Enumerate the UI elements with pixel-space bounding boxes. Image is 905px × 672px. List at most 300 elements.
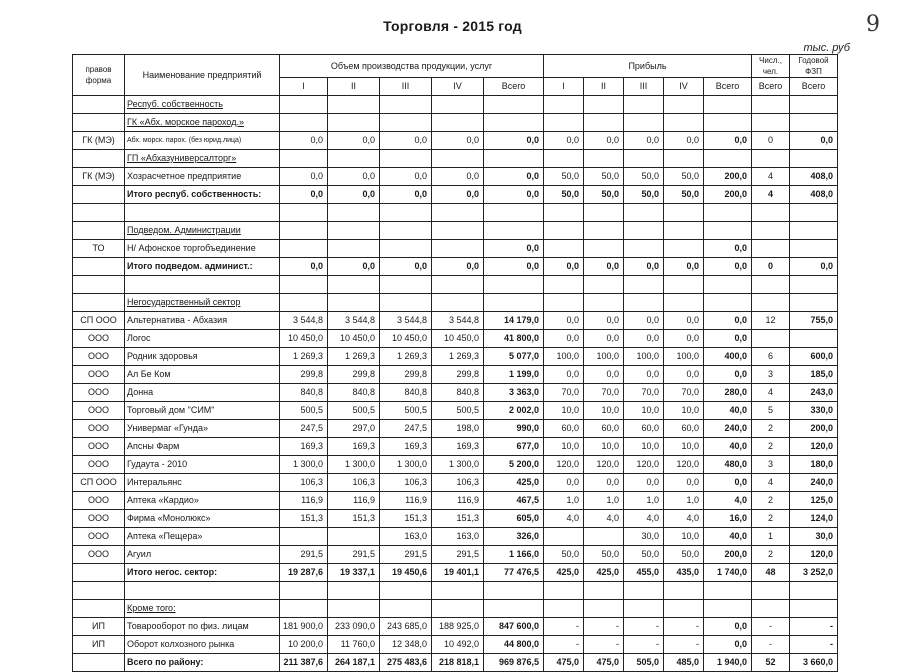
profit-cell: 100,0 [584, 348, 624, 366]
col-profit-q4: IV [664, 78, 704, 96]
table-row [73, 402, 838, 420]
table-row [73, 582, 838, 600]
fzp-cell: 0,0 [790, 132, 838, 150]
production-cell: 0,0 [328, 258, 380, 276]
profit-cell: 280,0 [704, 384, 752, 402]
fzp-cell [790, 582, 838, 600]
employees-cell [752, 222, 790, 240]
profit-cell: 0,0 [584, 366, 624, 384]
table-row [73, 420, 838, 438]
production-cell: 291,5 [432, 546, 484, 564]
legal-form-cell: ООО [73, 420, 125, 438]
production-cell: 10 450,0 [328, 330, 380, 348]
company-name-cell: Аптека «Пещера» [125, 528, 280, 546]
legal-form-cell [73, 564, 125, 582]
profit-cell: 50,0 [664, 546, 704, 564]
production-cell [280, 204, 328, 222]
legal-form-cell [73, 150, 125, 168]
company-name-cell: Гудаута - 2010 [125, 456, 280, 474]
table-row [73, 348, 838, 366]
production-cell [432, 114, 484, 132]
employees-cell: 2 [752, 420, 790, 438]
profit-cell [544, 240, 584, 258]
profit-cell: 0,0 [624, 474, 664, 492]
profit-cell: 50,0 [664, 168, 704, 186]
production-cell: 116,9 [380, 492, 432, 510]
production-cell: 188 925,0 [432, 618, 484, 636]
profit-cell: 0,0 [624, 258, 664, 276]
production-cell: 181 900,0 [280, 618, 328, 636]
profit-cell: - [544, 636, 584, 654]
profit-cell [664, 204, 704, 222]
company-name-cell: ГП «Абхазуниверсалторг» [125, 150, 280, 168]
legal-form-cell [73, 600, 125, 618]
profit-cell: 4,0 [544, 510, 584, 528]
legal-form-cell: ООО [73, 528, 125, 546]
legal-form-cell: ГК (МЭ) [73, 168, 125, 186]
production-cell: 169,3 [432, 438, 484, 456]
col-profit-q3: III [624, 78, 664, 96]
fzp-cell [790, 150, 838, 168]
legal-form-cell [73, 204, 125, 222]
profit-cell: 10,0 [544, 438, 584, 456]
trade-table [72, 54, 838, 672]
production-cell: 291,5 [380, 546, 432, 564]
col-profit-q1: I [544, 78, 584, 96]
production-cell: 847 600,0 [484, 618, 544, 636]
production-cell: 3 544,8 [432, 312, 484, 330]
fzp-cell: 120,0 [790, 546, 838, 564]
profit-cell: 70,0 [624, 384, 664, 402]
profit-cell [704, 276, 752, 294]
employees-cell: 2 [752, 546, 790, 564]
production-cell: 218 818,1 [432, 654, 484, 672]
table-row [73, 546, 838, 564]
fzp-cell: 185,0 [790, 366, 838, 384]
profit-cell [584, 150, 624, 168]
profit-cell [704, 204, 752, 222]
fzp-cell: 120,0 [790, 438, 838, 456]
profit-cell: 0,0 [704, 132, 752, 150]
production-cell: 500,5 [280, 402, 328, 420]
production-cell: 3 363,0 [484, 384, 544, 402]
production-cell: 1 269,3 [328, 348, 380, 366]
profit-cell: 1,0 [584, 492, 624, 510]
profit-cell: 0,0 [544, 330, 584, 348]
production-cell: 116,9 [432, 492, 484, 510]
profit-cell: - [624, 618, 664, 636]
production-cell [328, 204, 380, 222]
profit-cell [664, 276, 704, 294]
profit-cell: 0,0 [704, 312, 752, 330]
col-prod-q2: II [328, 78, 380, 96]
production-cell: 163,0 [380, 528, 432, 546]
table-row [73, 564, 838, 582]
legal-form-cell: ООО [73, 384, 125, 402]
employees-cell [752, 276, 790, 294]
profit-cell [624, 240, 664, 258]
profit-cell: 0,0 [624, 366, 664, 384]
profit-cell [584, 204, 624, 222]
profit-cell: 10,0 [584, 438, 624, 456]
legal-form-cell [73, 222, 125, 240]
profit-cell [704, 222, 752, 240]
fzp-cell [790, 294, 838, 312]
fzp-cell [790, 222, 838, 240]
fzp-cell [790, 276, 838, 294]
production-cell [432, 276, 484, 294]
production-cell [328, 150, 380, 168]
production-cell: 0,0 [328, 186, 380, 204]
profit-cell: 400,0 [704, 348, 752, 366]
employees-cell [752, 96, 790, 114]
production-cell: 3 544,8 [280, 312, 328, 330]
col-fzp-header: Годовой ФЗП [790, 55, 838, 78]
production-cell: 1 269,3 [380, 348, 432, 366]
profit-cell: 0,0 [584, 312, 624, 330]
company-name-cell: Всего по району: [125, 654, 280, 672]
production-cell: 275 483,6 [380, 654, 432, 672]
profit-cell: 0,0 [664, 258, 704, 276]
production-cell [280, 150, 328, 168]
legal-form-cell: ООО [73, 546, 125, 564]
profit-cell: 50,0 [544, 186, 584, 204]
employees-cell: 2 [752, 492, 790, 510]
employees-cell [752, 330, 790, 348]
legal-form-cell: ИП [73, 618, 125, 636]
company-name-cell: Альтернатива - Абхазия [125, 312, 280, 330]
production-cell: 0,0 [328, 132, 380, 150]
production-cell: 0,0 [484, 258, 544, 276]
production-cell [380, 582, 432, 600]
company-name-cell: Негосударственный сектор [125, 294, 280, 312]
company-name-cell [125, 582, 280, 600]
production-cell: 0,0 [432, 186, 484, 204]
profit-cell: 60,0 [664, 420, 704, 438]
production-cell [280, 528, 328, 546]
production-cell: 11 760,0 [328, 636, 380, 654]
profit-cell: - [544, 618, 584, 636]
production-cell: 163,0 [432, 528, 484, 546]
production-cell [484, 204, 544, 222]
profit-cell: 4,0 [704, 492, 752, 510]
production-cell: 243 685,0 [380, 618, 432, 636]
profit-cell: 0,0 [624, 132, 664, 150]
company-name-cell: Агуил [125, 546, 280, 564]
production-cell: 299,8 [328, 366, 380, 384]
production-cell: 0,0 [484, 132, 544, 150]
col-prod-q4: IV [432, 78, 484, 96]
production-cell [432, 240, 484, 258]
production-cell: 291,5 [280, 546, 328, 564]
fzp-cell: 200,0 [790, 420, 838, 438]
production-cell [328, 528, 380, 546]
production-cell: 264 187,1 [328, 654, 380, 672]
profit-cell [584, 114, 624, 132]
production-cell: 5 077,0 [484, 348, 544, 366]
production-cell [380, 276, 432, 294]
profit-cell: 50,0 [584, 168, 624, 186]
profit-cell: 60,0 [544, 420, 584, 438]
profit-cell [664, 96, 704, 114]
company-name-cell: ГК «Абх. морское пароход.» [125, 114, 280, 132]
profit-cell [624, 96, 664, 114]
production-cell: 10 200,0 [280, 636, 328, 654]
profit-cell [704, 96, 752, 114]
profit-cell: 100,0 [624, 348, 664, 366]
production-cell: 77 476,5 [484, 564, 544, 582]
production-cell: 151,3 [432, 510, 484, 528]
production-cell: 169,3 [328, 438, 380, 456]
profit-cell: 70,0 [664, 384, 704, 402]
production-cell: 840,8 [328, 384, 380, 402]
production-cell: 12 348,0 [380, 636, 432, 654]
production-cell [432, 582, 484, 600]
profit-cell: 60,0 [624, 420, 664, 438]
company-name-cell: Апсны Фарм [125, 438, 280, 456]
production-cell [380, 114, 432, 132]
production-cell [328, 294, 380, 312]
production-cell: 1 166,0 [484, 546, 544, 564]
profit-cell [544, 150, 584, 168]
production-cell: 500,5 [328, 402, 380, 420]
company-name-cell: Товарооборот по физ. лицам [125, 618, 280, 636]
table-row [73, 600, 838, 618]
profit-cell: - [624, 636, 664, 654]
fzp-cell: 3 660,0 [790, 654, 838, 672]
production-cell [380, 600, 432, 618]
production-cell: 0,0 [380, 258, 432, 276]
production-cell [328, 96, 380, 114]
production-cell [328, 276, 380, 294]
production-cell: 0,0 [484, 240, 544, 258]
profit-cell: - [664, 636, 704, 654]
fzp-cell [790, 204, 838, 222]
company-name-cell: Кроме того: [125, 600, 280, 618]
production-cell: 151,3 [280, 510, 328, 528]
employees-cell: 0 [752, 258, 790, 276]
production-cell [432, 222, 484, 240]
employees-cell: 5 [752, 402, 790, 420]
fzp-cell: 408,0 [790, 186, 838, 204]
profit-cell: 480,0 [704, 456, 752, 474]
production-cell: 2 002,0 [484, 402, 544, 420]
production-cell: 151,3 [328, 510, 380, 528]
table-row [73, 168, 838, 186]
employees-cell [752, 240, 790, 258]
production-cell [484, 582, 544, 600]
profit-cell [624, 114, 664, 132]
table-row [73, 312, 838, 330]
production-cell [484, 600, 544, 618]
production-cell [380, 96, 432, 114]
profit-cell: - [584, 636, 624, 654]
fzp-cell: 330,0 [790, 402, 838, 420]
production-cell: 3 544,8 [328, 312, 380, 330]
production-cell: 299,8 [432, 366, 484, 384]
profit-cell [544, 582, 584, 600]
col-prod-q1: I [280, 78, 328, 96]
legal-form-cell: ООО [73, 456, 125, 474]
profit-cell [544, 96, 584, 114]
profit-cell [584, 96, 624, 114]
units-label: тыс. руб [803, 42, 850, 54]
profit-cell: 0,0 [544, 258, 584, 276]
col-prod-q3: III [380, 78, 432, 96]
company-name-cell: Н/ Афонское торгобъединение [125, 240, 280, 258]
production-cell: 1 300,0 [280, 456, 328, 474]
profit-cell: 0,0 [544, 366, 584, 384]
company-name-cell: Донна [125, 384, 280, 402]
profit-cell: 10,0 [664, 402, 704, 420]
production-cell: 19 450,6 [380, 564, 432, 582]
profit-cell [544, 204, 584, 222]
production-cell: 0,0 [280, 258, 328, 276]
production-cell [280, 240, 328, 258]
employees-cell: 52 [752, 654, 790, 672]
fzp-cell: 243,0 [790, 384, 838, 402]
production-cell: 211 387,6 [280, 654, 328, 672]
legal-form-cell: ООО [73, 438, 125, 456]
production-cell [380, 240, 432, 258]
legal-form-cell: ООО [73, 510, 125, 528]
page-number: 9 [866, 12, 880, 37]
col-form-header: правов форма [73, 55, 125, 96]
profit-cell: 10,0 [584, 402, 624, 420]
table-row [73, 186, 838, 204]
production-cell: 677,0 [484, 438, 544, 456]
col-profit-q2: II [584, 78, 624, 96]
table-row [73, 474, 838, 492]
company-name-cell: Интеральянс [125, 474, 280, 492]
profit-cell: 100,0 [544, 348, 584, 366]
page-title: Торговля - 2015 год [383, 18, 522, 34]
production-cell: 1 269,3 [432, 348, 484, 366]
fzp-cell: 124,0 [790, 510, 838, 528]
production-cell [484, 222, 544, 240]
employees-cell: 2 [752, 510, 790, 528]
employees-cell: 3 [752, 456, 790, 474]
profit-cell: 50,0 [624, 186, 664, 204]
production-cell: 106,3 [328, 474, 380, 492]
table-row [73, 366, 838, 384]
company-name-cell: Фирма «Монолюкс» [125, 510, 280, 528]
legal-form-cell: СП ООО [73, 474, 125, 492]
profit-cell: 1,0 [664, 492, 704, 510]
profit-cell [704, 582, 752, 600]
profit-cell: 120,0 [624, 456, 664, 474]
legal-form-cell [73, 258, 125, 276]
fzp-cell: 240,0 [790, 474, 838, 492]
profit-cell [704, 150, 752, 168]
production-cell [380, 222, 432, 240]
fzp-cell: 30,0 [790, 528, 838, 546]
profit-cell: 485,0 [664, 654, 704, 672]
production-cell: 1 269,3 [280, 348, 328, 366]
profit-cell [584, 528, 624, 546]
employees-cell: 6 [752, 348, 790, 366]
production-cell: 0,0 [432, 132, 484, 150]
production-cell: 106,3 [380, 474, 432, 492]
legal-form-cell [73, 114, 125, 132]
fzp-cell: - [790, 636, 838, 654]
company-name-cell: Аптека «Кардио» [125, 492, 280, 510]
production-cell [380, 150, 432, 168]
profit-cell [664, 294, 704, 312]
production-cell: 299,8 [280, 366, 328, 384]
profit-cell: 200,0 [704, 186, 752, 204]
production-cell [380, 294, 432, 312]
col-profit-header: Прибыль [544, 55, 752, 78]
profit-cell: 10,0 [544, 402, 584, 420]
profit-cell: 240,0 [704, 420, 752, 438]
profit-cell: 16,0 [704, 510, 752, 528]
production-cell: 840,8 [432, 384, 484, 402]
production-cell [432, 294, 484, 312]
table-row [73, 258, 838, 276]
employees-cell: - [752, 636, 790, 654]
profit-cell: - [584, 618, 624, 636]
profit-cell [624, 222, 664, 240]
profit-cell: 70,0 [544, 384, 584, 402]
production-cell: 990,0 [484, 420, 544, 438]
production-cell: 10 450,0 [280, 330, 328, 348]
production-cell: 0,0 [328, 168, 380, 186]
production-cell [432, 96, 484, 114]
company-name-cell: Респуб. собственность [125, 96, 280, 114]
production-cell [280, 294, 328, 312]
profit-cell [664, 600, 704, 618]
production-cell: 425,0 [484, 474, 544, 492]
fzp-cell: 125,0 [790, 492, 838, 510]
production-cell: 3 544,8 [380, 312, 432, 330]
profit-cell [624, 276, 664, 294]
profit-cell [704, 114, 752, 132]
production-cell: 840,8 [380, 384, 432, 402]
production-cell [484, 294, 544, 312]
profit-cell: 0,0 [584, 474, 624, 492]
production-cell [484, 276, 544, 294]
profit-cell [544, 294, 584, 312]
production-cell [280, 222, 328, 240]
production-cell: 151,3 [380, 510, 432, 528]
production-cell: 840,8 [280, 384, 328, 402]
production-cell: 0,0 [280, 132, 328, 150]
profit-cell [544, 114, 584, 132]
profit-cell [624, 582, 664, 600]
production-cell: 5 200,0 [484, 456, 544, 474]
profit-cell [664, 150, 704, 168]
table-row [73, 510, 838, 528]
legal-form-cell: ТО [73, 240, 125, 258]
company-name-cell: Хозрасчетное предприятие [125, 168, 280, 186]
profit-cell: 1 740,0 [704, 564, 752, 582]
profit-cell: 0,0 [704, 636, 752, 654]
table-row [73, 222, 838, 240]
fzp-cell: 0,0 [790, 258, 838, 276]
production-cell: 0,0 [380, 168, 432, 186]
profit-cell: 4,0 [664, 510, 704, 528]
profit-cell: 505,0 [624, 654, 664, 672]
employees-cell: 1 [752, 528, 790, 546]
profit-cell: 0,0 [624, 330, 664, 348]
company-name-cell: Итого негос. сектор: [125, 564, 280, 582]
table-row [73, 456, 838, 474]
fzp-cell: 180,0 [790, 456, 838, 474]
production-cell [280, 582, 328, 600]
profit-cell: 475,0 [544, 654, 584, 672]
profit-cell [584, 276, 624, 294]
